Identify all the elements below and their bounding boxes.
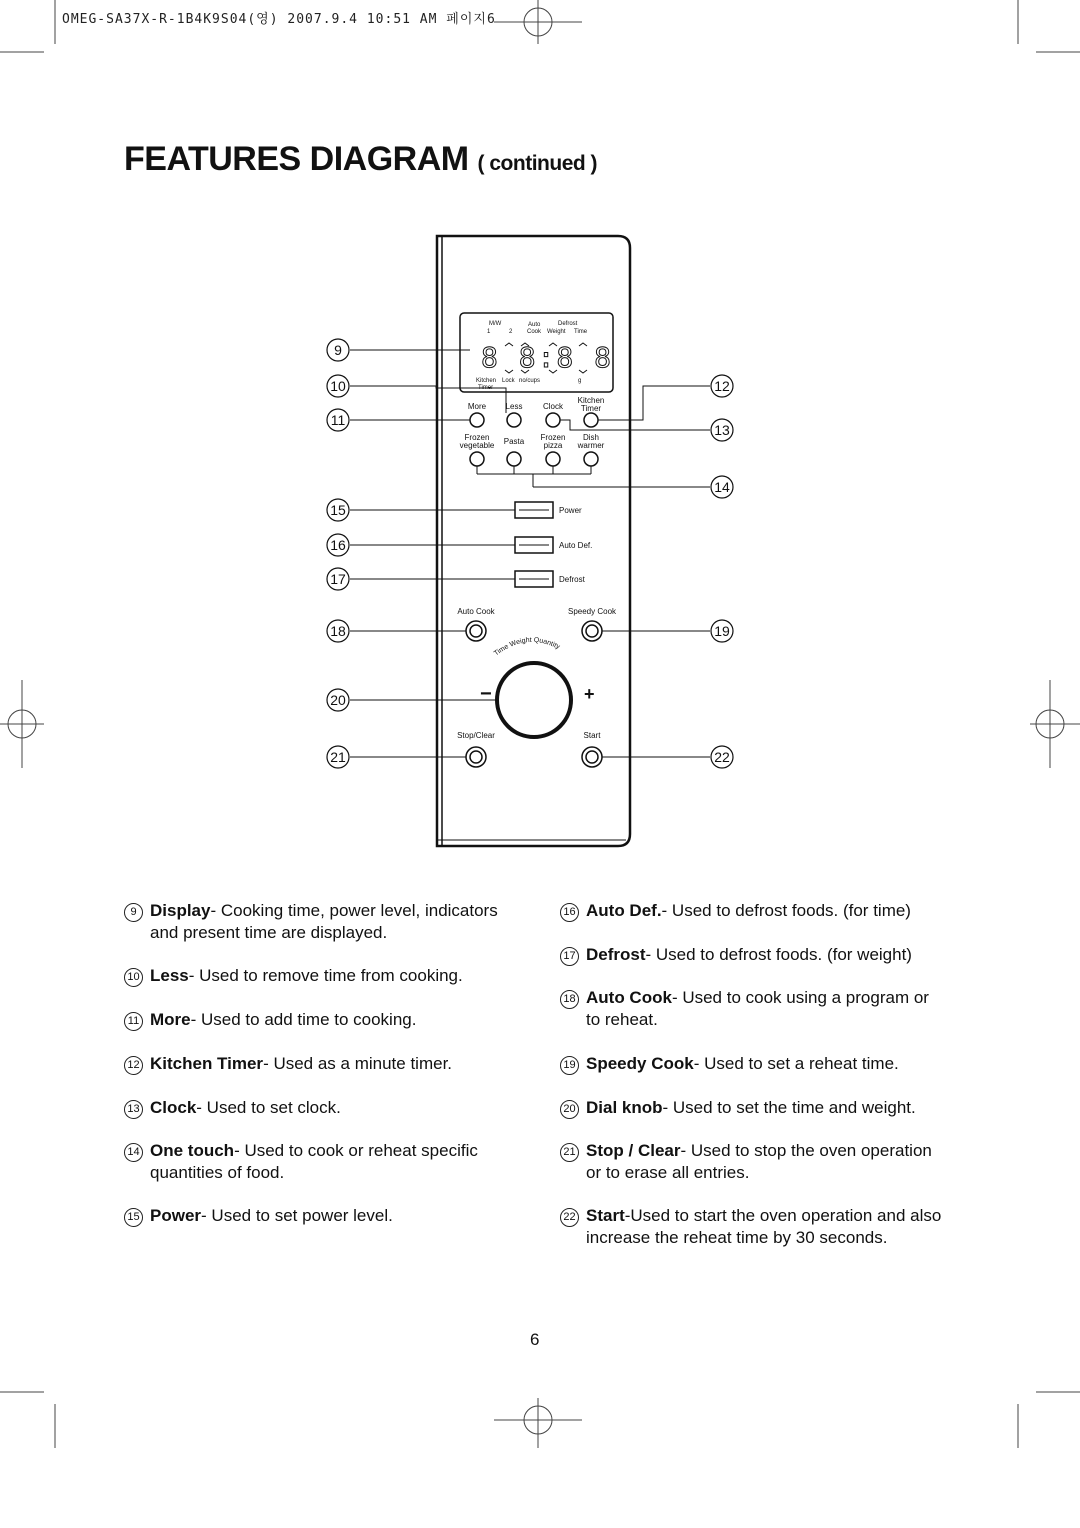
label-power: Power: [559, 506, 582, 515]
label-auto-cook: Auto Cook: [457, 607, 495, 616]
desc-text: - Used as a minute timer.: [263, 1054, 453, 1073]
clock-button[interactable]: [546, 413, 560, 427]
desc-defrost: [560, 944, 960, 966]
desc-power: [124, 1205, 514, 1227]
desc-kitchen-timer: [124, 1053, 514, 1075]
desc-term: Stop / Clear: [586, 1141, 681, 1160]
more-button[interactable]: [470, 413, 484, 427]
display-digits: 8 8:8 8: [481, 341, 614, 374]
label-frozen-pizza-1: Frozen: [540, 433, 566, 442]
callout-17: 17: [330, 571, 346, 587]
desc-term: Defrost: [586, 945, 646, 964]
desc-text: - Used to set a reheat time.: [693, 1054, 899, 1073]
disp-label-auto: Auto: [528, 322, 541, 328]
disp-label-2: 2: [509, 329, 513, 335]
disp-label-g: g: [578, 378, 582, 384]
desc-less: [124, 965, 514, 987]
dial-arc-label: [493, 637, 561, 658]
label-speedy-cook: Speedy Cook: [567, 607, 617, 616]
desc-term: Speedy Cook: [586, 1054, 694, 1073]
disp-label-kitchen: Kitchen: [476, 378, 497, 384]
desc-num: 11: [124, 1012, 143, 1031]
desc-text: -Used to start the oven operation and also: [624, 1206, 942, 1225]
desc-term: One touch: [150, 1141, 235, 1160]
disp-label-cook: Cook: [527, 329, 542, 335]
label-frozen-veg-1: Frozen: [464, 433, 490, 442]
slot-buttons: [515, 502, 592, 587]
dial-knob[interactable]: [497, 663, 571, 737]
label-pasta: Pasta: [503, 437, 525, 446]
title-main: FEATURES DIAGRAM: [124, 140, 469, 178]
callout-10: 10: [330, 378, 346, 394]
desc-one-touch: [124, 1140, 514, 1184]
disp-label-timer: Timer: [478, 385, 494, 391]
disp-label-mw: M/W: [489, 321, 502, 327]
desc-text-2: or to erase all entries.: [586, 1163, 750, 1182]
desc-num: 17: [560, 947, 579, 966]
desc-num: 13: [124, 1100, 143, 1119]
callout-12: 12: [714, 378, 730, 394]
frozen-pizza-button[interactable]: [546, 452, 560, 466]
desc-num: 14: [124, 1143, 143, 1162]
desc-dial-knob: [560, 1097, 960, 1119]
disp-label-1: 1: [487, 329, 491, 335]
disp-label-lock: Lock: [502, 378, 515, 384]
desc-text: - Used to defrost foods. (for time): [661, 901, 911, 920]
desc-text-2: to reheat.: [586, 1010, 658, 1029]
desc-text: - Used to set power level.: [201, 1206, 393, 1225]
desc-num: 16: [560, 903, 579, 922]
desc-stop-clear: [560, 1140, 960, 1184]
label-clock: Clock: [542, 402, 564, 411]
desc-num: 19: [560, 1056, 579, 1075]
desc-num: 9: [124, 903, 143, 922]
desc-term: Auto Def.: [586, 901, 662, 920]
desc-text: - Used to set the time and weight.: [662, 1098, 916, 1117]
pasta-button[interactable]: [507, 452, 521, 466]
label-more: More: [467, 402, 487, 411]
label-dish-warmer-2: warmer: [577, 441, 605, 450]
callout-13: 13: [714, 422, 730, 438]
label-frozen-veg-2: vegetable: [459, 441, 495, 450]
desc-term: Dial knob: [586, 1098, 663, 1117]
label-less: Less: [505, 402, 523, 411]
dial-minus-sign: −: [480, 683, 492, 705]
desc-text: - Used to stop the oven operation: [680, 1141, 932, 1160]
desc-more: [124, 1009, 514, 1031]
desc-text: - Used to remove time from cooking.: [188, 966, 463, 985]
desc-num: 12: [124, 1056, 143, 1075]
label-defrost: Defrost: [559, 575, 585, 584]
desc-text-2: increase the reheat time by 30 seconds.: [586, 1228, 888, 1247]
desc-term: Start: [586, 1206, 625, 1225]
desc-num: 15: [124, 1208, 143, 1227]
desc-speedy-cook: [560, 1053, 960, 1075]
desc-num: 20: [560, 1100, 579, 1119]
disp-label-nocups: no/cups: [519, 378, 541, 384]
desc-term: More: [150, 1010, 191, 1029]
desc-term: Less: [150, 966, 189, 985]
disp-label-weight: Weight: [547, 329, 566, 335]
label-start: Start: [583, 731, 601, 740]
desc-display: [124, 900, 514, 944]
label-timer: Timer: [580, 404, 602, 413]
desc-text: - Used to set clock.: [196, 1098, 341, 1117]
callout-16: 16: [330, 537, 346, 553]
display-window: [460, 313, 613, 392]
label-stop-clear: Stop/Clear: [457, 731, 495, 740]
desc-num: 21: [560, 1143, 579, 1162]
callout-19: 19: [714, 623, 730, 639]
desc-start: [560, 1205, 960, 1249]
callout-22: 22: [714, 749, 730, 765]
label-dish-warmer-1: Dish: [582, 433, 600, 442]
callout-9: 9: [334, 342, 342, 358]
dish-warmer-button[interactable]: [584, 452, 598, 466]
callout-14: 14: [714, 479, 730, 495]
desc-term: Kitchen Timer: [150, 1054, 264, 1073]
desc-term: Auto Cook: [586, 988, 672, 1007]
kitchen-timer-button[interactable]: [584, 413, 598, 427]
desc-text: - Used to add time to cooking.: [190, 1010, 417, 1029]
callout-21: 21: [330, 749, 346, 765]
dial-arc-text: Time Weight Quantity: [493, 636, 561, 658]
desc-text: - Used to defrost foods. (for weight): [645, 945, 912, 964]
page-number: 6: [530, 1330, 540, 1349]
disp-label-time: Time: [574, 329, 588, 335]
dial-plus-sign: +: [584, 684, 595, 704]
callout-15: 15: [330, 502, 346, 518]
desc-num: 18: [560, 990, 579, 1009]
desc-text: - Used to cook using a program or: [671, 988, 929, 1007]
label-kitchen: Kitchen: [577, 396, 605, 405]
desc-num: 10: [124, 968, 143, 987]
callout-20: 20: [330, 692, 346, 708]
disp-label-defrost: Defrost: [558, 321, 578, 327]
callout-18: 18: [330, 623, 346, 639]
desc-term: Display: [150, 901, 211, 920]
desc-clock: [124, 1097, 514, 1119]
desc-auto-cook: [560, 987, 960, 1031]
desc-text-2: and present time are displayed.: [150, 923, 388, 942]
label-auto-def: Auto Def.: [559, 541, 593, 550]
less-button[interactable]: [507, 413, 521, 427]
print-slug: OMEG-SA37X-R-1B4K9S04(영) 2007.9.4 10:51 AM 페이지6: [62, 12, 496, 27]
callout-11: 11: [330, 412, 346, 428]
desc-term: Clock: [150, 1098, 197, 1117]
desc-auto-def: [560, 900, 960, 922]
desc-text: - Cooking time, power level, indicators: [210, 901, 498, 920]
desc-term: Power: [150, 1206, 202, 1225]
desc-text: - Used to cook or reheat specific: [234, 1141, 478, 1160]
title-continued: ( continued ): [477, 152, 598, 175]
desc-text-2: quantities of food.: [150, 1163, 285, 1182]
desc-num: 22: [560, 1208, 579, 1227]
label-frozen-pizza-2: pizza: [543, 441, 563, 450]
frozen-vegetable-button[interactable]: [470, 452, 484, 466]
